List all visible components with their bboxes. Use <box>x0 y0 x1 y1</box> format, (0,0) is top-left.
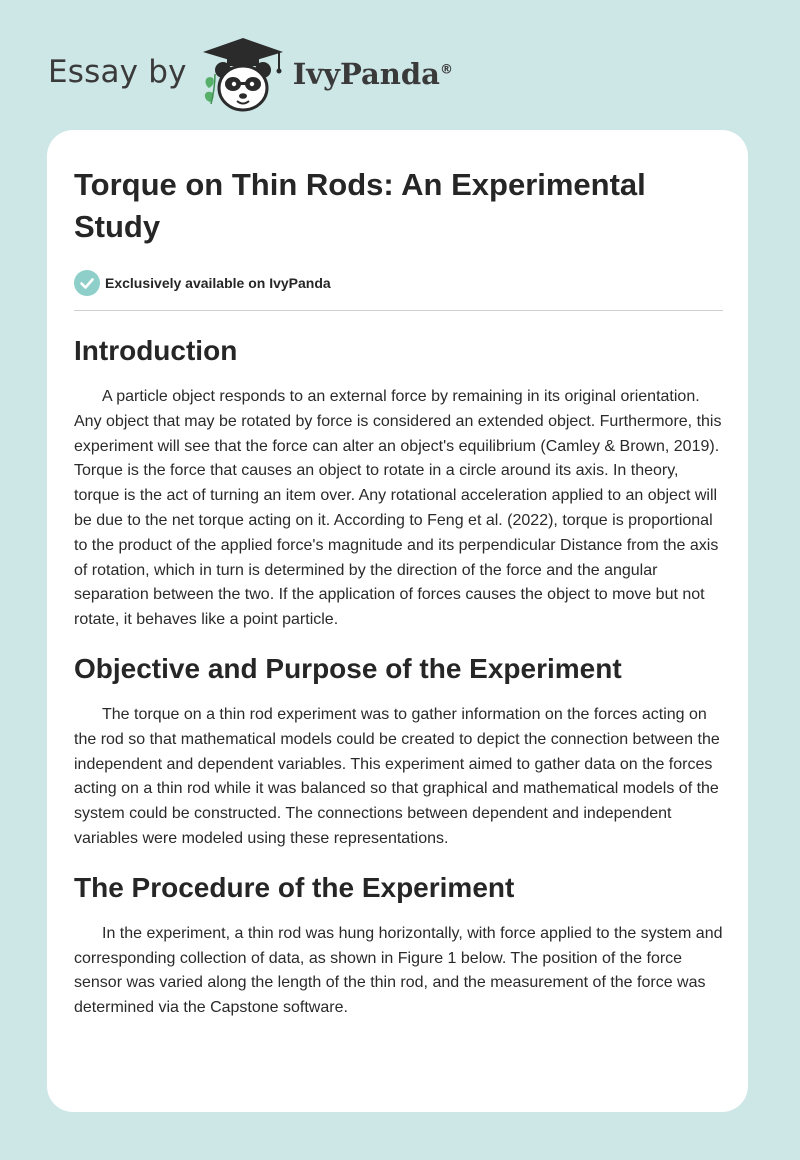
brand-header <box>48 34 453 114</box>
section-heading-introduction: Introduction <box>74 335 238 366</box>
section-heading-procedure: The Procedure of the Experiment <box>74 871 515 903</box>
brand-prefix: Essay by <box>48 54 187 90</box>
section-paragraph-introduction: A particle object responds to an external force by remaining in its original orientation. Any object that may be rotated by force is considered an extended object. Furthermore, this experiment will see that the force can alter an object's equilibrium (Camley & Brown, 2019). Torque is the force that causes an object to rotate in a circle around its axis. In theory, torque is the act of turning an item over. Any rotational acceleration applied to an object will be due to the net torque acting on it. According to Feng et al. (2022), torque is proportional to the product of the applied force's magnitude and its perpendicular Distance from the axis of rotation, which in turn is determined by the direction of the force and the angular separation between the two. If the application of forces causes the object to move but not rotate, it behaves like a point particle. <box>74 388 722 629</box>
panda-logo-icon[interactable] <box>199 34 287 114</box>
brand-name[interactable]: IvyPanda® <box>292 57 453 91</box>
exclusive-label: Exclusively available on IvyPanda <box>105 275 331 291</box>
brand-registered-mark: ® <box>439 62 453 78</box>
section-paragraph-procedure: In the experiment, a thin rod was hung horizontally, with force applied to the system and corresponding collection of data, as shown in Figure 1 below. The position of the force sensor was varied along the length of the thin rod, and the measurement of the force was determined via the Capstone software. <box>74 924 723 1017</box>
exclusive-badge <box>74 270 723 296</box>
section-heading-objective: Objective and Purpose of the Experiment <box>74 652 622 684</box>
essay-content <box>74 164 723 1021</box>
check-badge-icon <box>74 270 100 296</box>
divider <box>74 310 723 311</box>
page-title: Torque on Thin Rods: An Experimental Study <box>74 167 646 244</box>
section-paragraph-objective: The torque on a thin rod experiment was to gather information on the forces acting on the rod so that mathematical models could be created to depict the connection between the independent and dependent variables. This experiment aimed to gather data on the forces acting on a thin rod while it was balanced so that graphical and mathematical models of the system could be constructed. The connections between dependent and independent variables were modeled using these representations. <box>74 705 720 847</box>
essay-card <box>47 130 748 1112</box>
